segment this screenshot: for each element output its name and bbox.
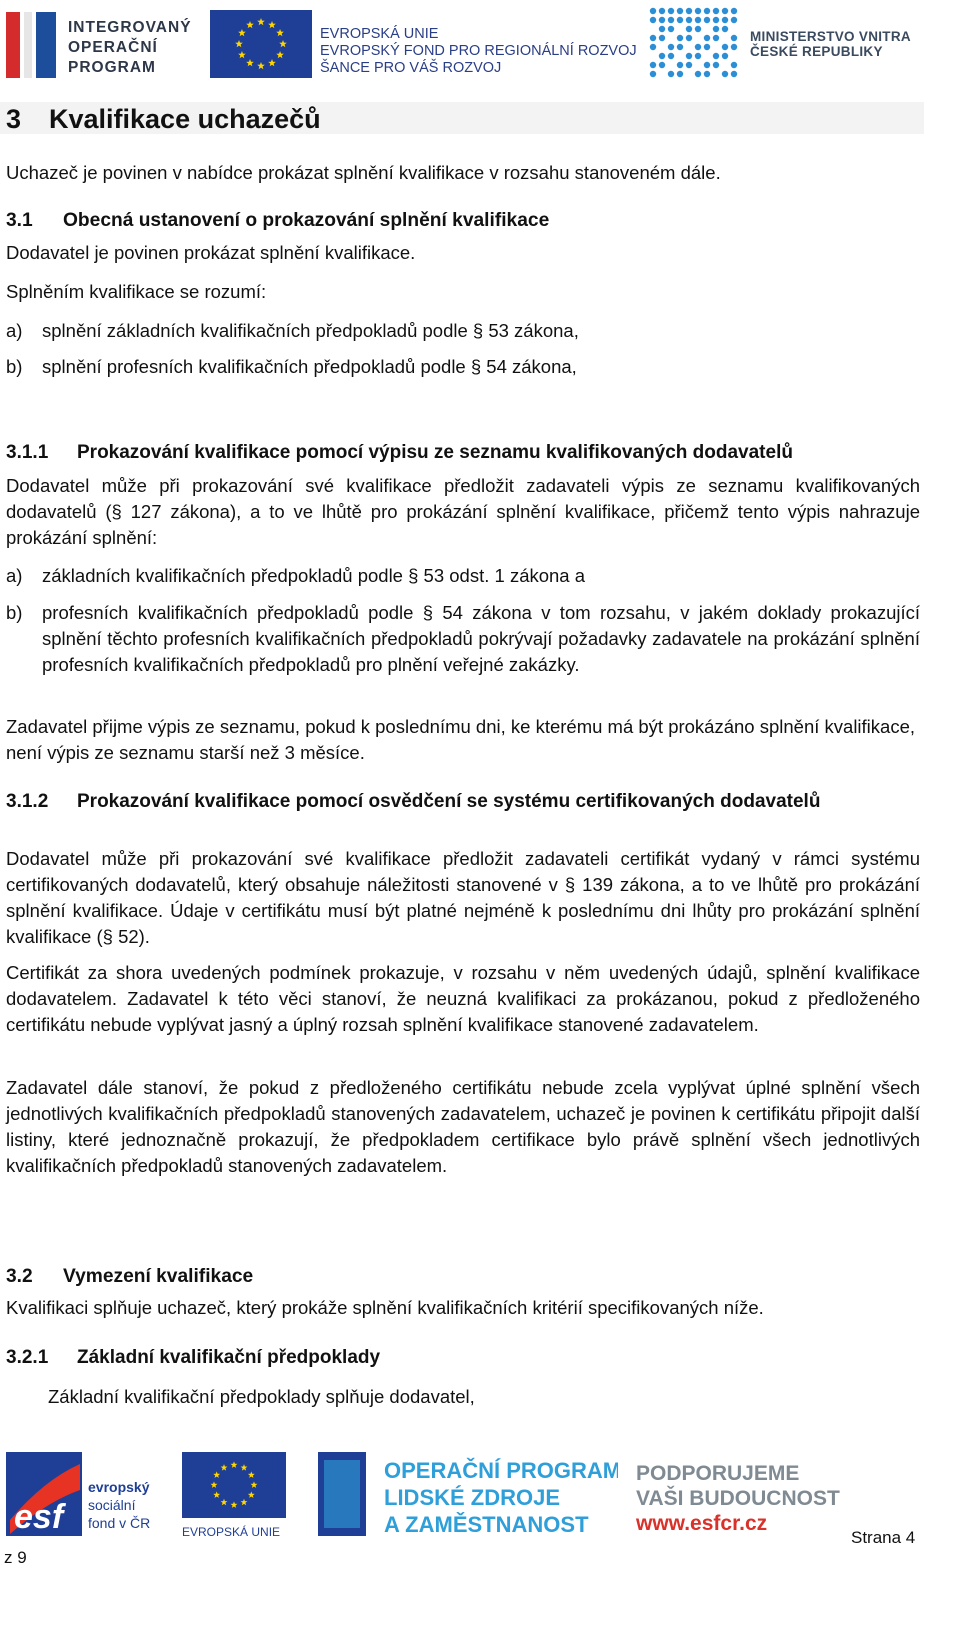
- subsection-3-1-1-para-1: Dodavatel může při prokazování své kvalifikace předložit zadavateli výpis ze seznamu kvalifikovaných dodavatelů (§ 127 zákona), a to ve lhůtě pro prokázání splnění kvalifikace, přičemž tento výpis nahrazuje prokázání splnění:: [6, 475, 920, 548]
- esf-url: www.esfcr.cz: [636, 1512, 768, 1535]
- section-number: 3: [6, 104, 22, 134]
- subsection-3-1-para-2: Splněním kvalifikace se rozumí:: [6, 281, 267, 302]
- subsection-3-2-1-heading: 3.2.1 Základní kvalifikační předpoklady: [6, 1347, 381, 1368]
- list-item: a) splnění základních kvalifikačních předpokladů podle § 53 zákona,: [6, 320, 579, 341]
- eu-flag-icon: [210, 10, 312, 78]
- list-item: a) základních kvalifikačních předpokladů podle § 53 odst. 1 zákona a: [6, 565, 586, 586]
- subsection-3-1-2-para-2: Certifikát za shora uvedených podmínek prokazuje, v rozsahu v něm uvedených údajů, splnění kvalifikace dodavatelem. Zadavatel k této věci stanoví, že neuzná kvalifikaci za prokázanou, pokud z předloženého certifikátu nebude vyplývat jasný a úplný rozsah splnění kvalifikace stanovené zadavatelem.: [6, 962, 920, 1035]
- ministry-logo-icon: [648, 6, 738, 78]
- section-title: Kvalifikace uchazečů: [49, 104, 321, 134]
- subsection-3-1-heading: 3.1 Obecná ustanovení o prokazování splnění kvalifikace: [6, 210, 550, 231]
- svg-text:evropský: evropský: [88, 1479, 150, 1495]
- subsection-3-1-2-para-1: Dodavatel může při prokazování své kvalifikace předložit zadavateli certifikát vydaný v rámci systému certifikovaných dodavatelů, který obsahuje náležitosti stanovené v § 139 zákona, a to ve lhůtě pro prokázání splnění kvalifikace. Údaje v certifikátu musí být platné nejméně k poslednímu dni lhůty pro prokázání splnění kvalifikace (§ 52).: [6, 848, 920, 947]
- list-item: b) profesních kvalifikačních předpokladů podle § 54 zákona v tom rozsahu, v jakém doklady prokazující splnění těchto profesních kvalifikačních předpokladů pokrývají požadavky zadavatele na prokázání splnění profesních kvalifikačních předpokladů pro plnění veřejné zakázky.: [6, 602, 920, 675]
- op-lzz-logo: [318, 1452, 618, 1542]
- iop-logo-text: INTEGROVANÝ OPERAČNÍ PROGRAM: [68, 19, 192, 76]
- subsection-3-2-1-para-1: Základní kvalifikační předpoklady splňuje dodavatel,: [48, 1386, 475, 1407]
- subsection-3-1-para-1: Dodavatel je povinen prokázat splnění kvalifikace.: [6, 242, 416, 263]
- section-heading: [0, 102, 924, 134]
- svg-text:LIDSKÉ ZDROJE: LIDSKÉ ZDROJE: [384, 1485, 561, 1510]
- esf-logo: [6, 1450, 286, 1540]
- ministry-label: MINISTERSTVO VNITRA ČESKÉ REPUBLIKY: [750, 29, 911, 59]
- svg-text:sociální: sociální: [88, 1497, 136, 1513]
- subsection-3-2-para-1: Kvalifikaci splňuje uchazeč, který prokáže splnění kvalifikačních kritérií specifikovaných níže.: [6, 1297, 764, 1318]
- subsection-3-1-1-para-2: Zadavatel přijme výpis ze seznamu, pokud k poslednímu dni, ke kterému má být prokázáno splnění kvalifikace, není výpis ze seznamu starší než 3 měsíce.: [6, 716, 916, 763]
- esf-slogan: PODPORUJEME VAŠI BUDOUCNOST www.esfcr.cz: [636, 1462, 840, 1535]
- esf-mark: esf: [14, 1498, 64, 1536]
- page-number: Strana 4: [851, 1528, 916, 1547]
- subsection-3-2-heading: 3.2 Vymezení kvalifikace: [6, 1266, 254, 1287]
- eu-erdf-label: EVROPSKÁ UNIE EVROPSKÝ FOND PRO REGIONÁLNÍ ROZVOJ ŠANCE PRO VÁŠ ROZVOJ: [320, 26, 637, 76]
- svg-text:fond v ČR: fond v ČR: [88, 1515, 151, 1531]
- svg-text:OPERAČNÍ PROGRAM: OPERAČNÍ PROGRAM: [384, 1458, 618, 1483]
- svg-text:A ZAMĚSTNANOST: A ZAMĚSTNANOST: [384, 1512, 589, 1537]
- section-intro: Uchazeč je povinen v nabídce prokázat splnění kvalifikace v rozsahu stanoveném dále.: [6, 162, 721, 183]
- svg-text:EVROPSKÁ UNIE: EVROPSKÁ UNIE: [182, 1525, 281, 1539]
- subsection-3-1-2-para-3: Zadavatel dále stanoví, že pokud z předloženého certifikátu nebude zcela vyplývat úplné splnění všech jednotlivých kvalifikačních předpokladů stanovených zadavatelem, uchazeč je povinen k certifikátu připojit další listiny, které jednoznačně prokazují, že předpokladem certifikace bylo právě splnění všech jednotlivých kvalifikačních předpokladů stanovených zadavatelem.: [6, 1077, 920, 1176]
- list-item: b) splnění profesních kvalifikačních předpokladů podle § 54 zákona,: [6, 356, 577, 377]
- iop-logo-mark: [6, 12, 62, 78]
- subsection-3-1-1-heading: 3.1.1 Prokazování kvalifikace pomocí výpisu ze seznamu kvalifikovaných dodavatelů: [6, 442, 793, 463]
- page-total: z 9: [4, 1548, 27, 1567]
- subsection-3-1-2-heading: 3.1.2 Prokazování kvalifikace pomocí osvědčení se systému certifikovaných dodavatelů: [6, 791, 821, 812]
